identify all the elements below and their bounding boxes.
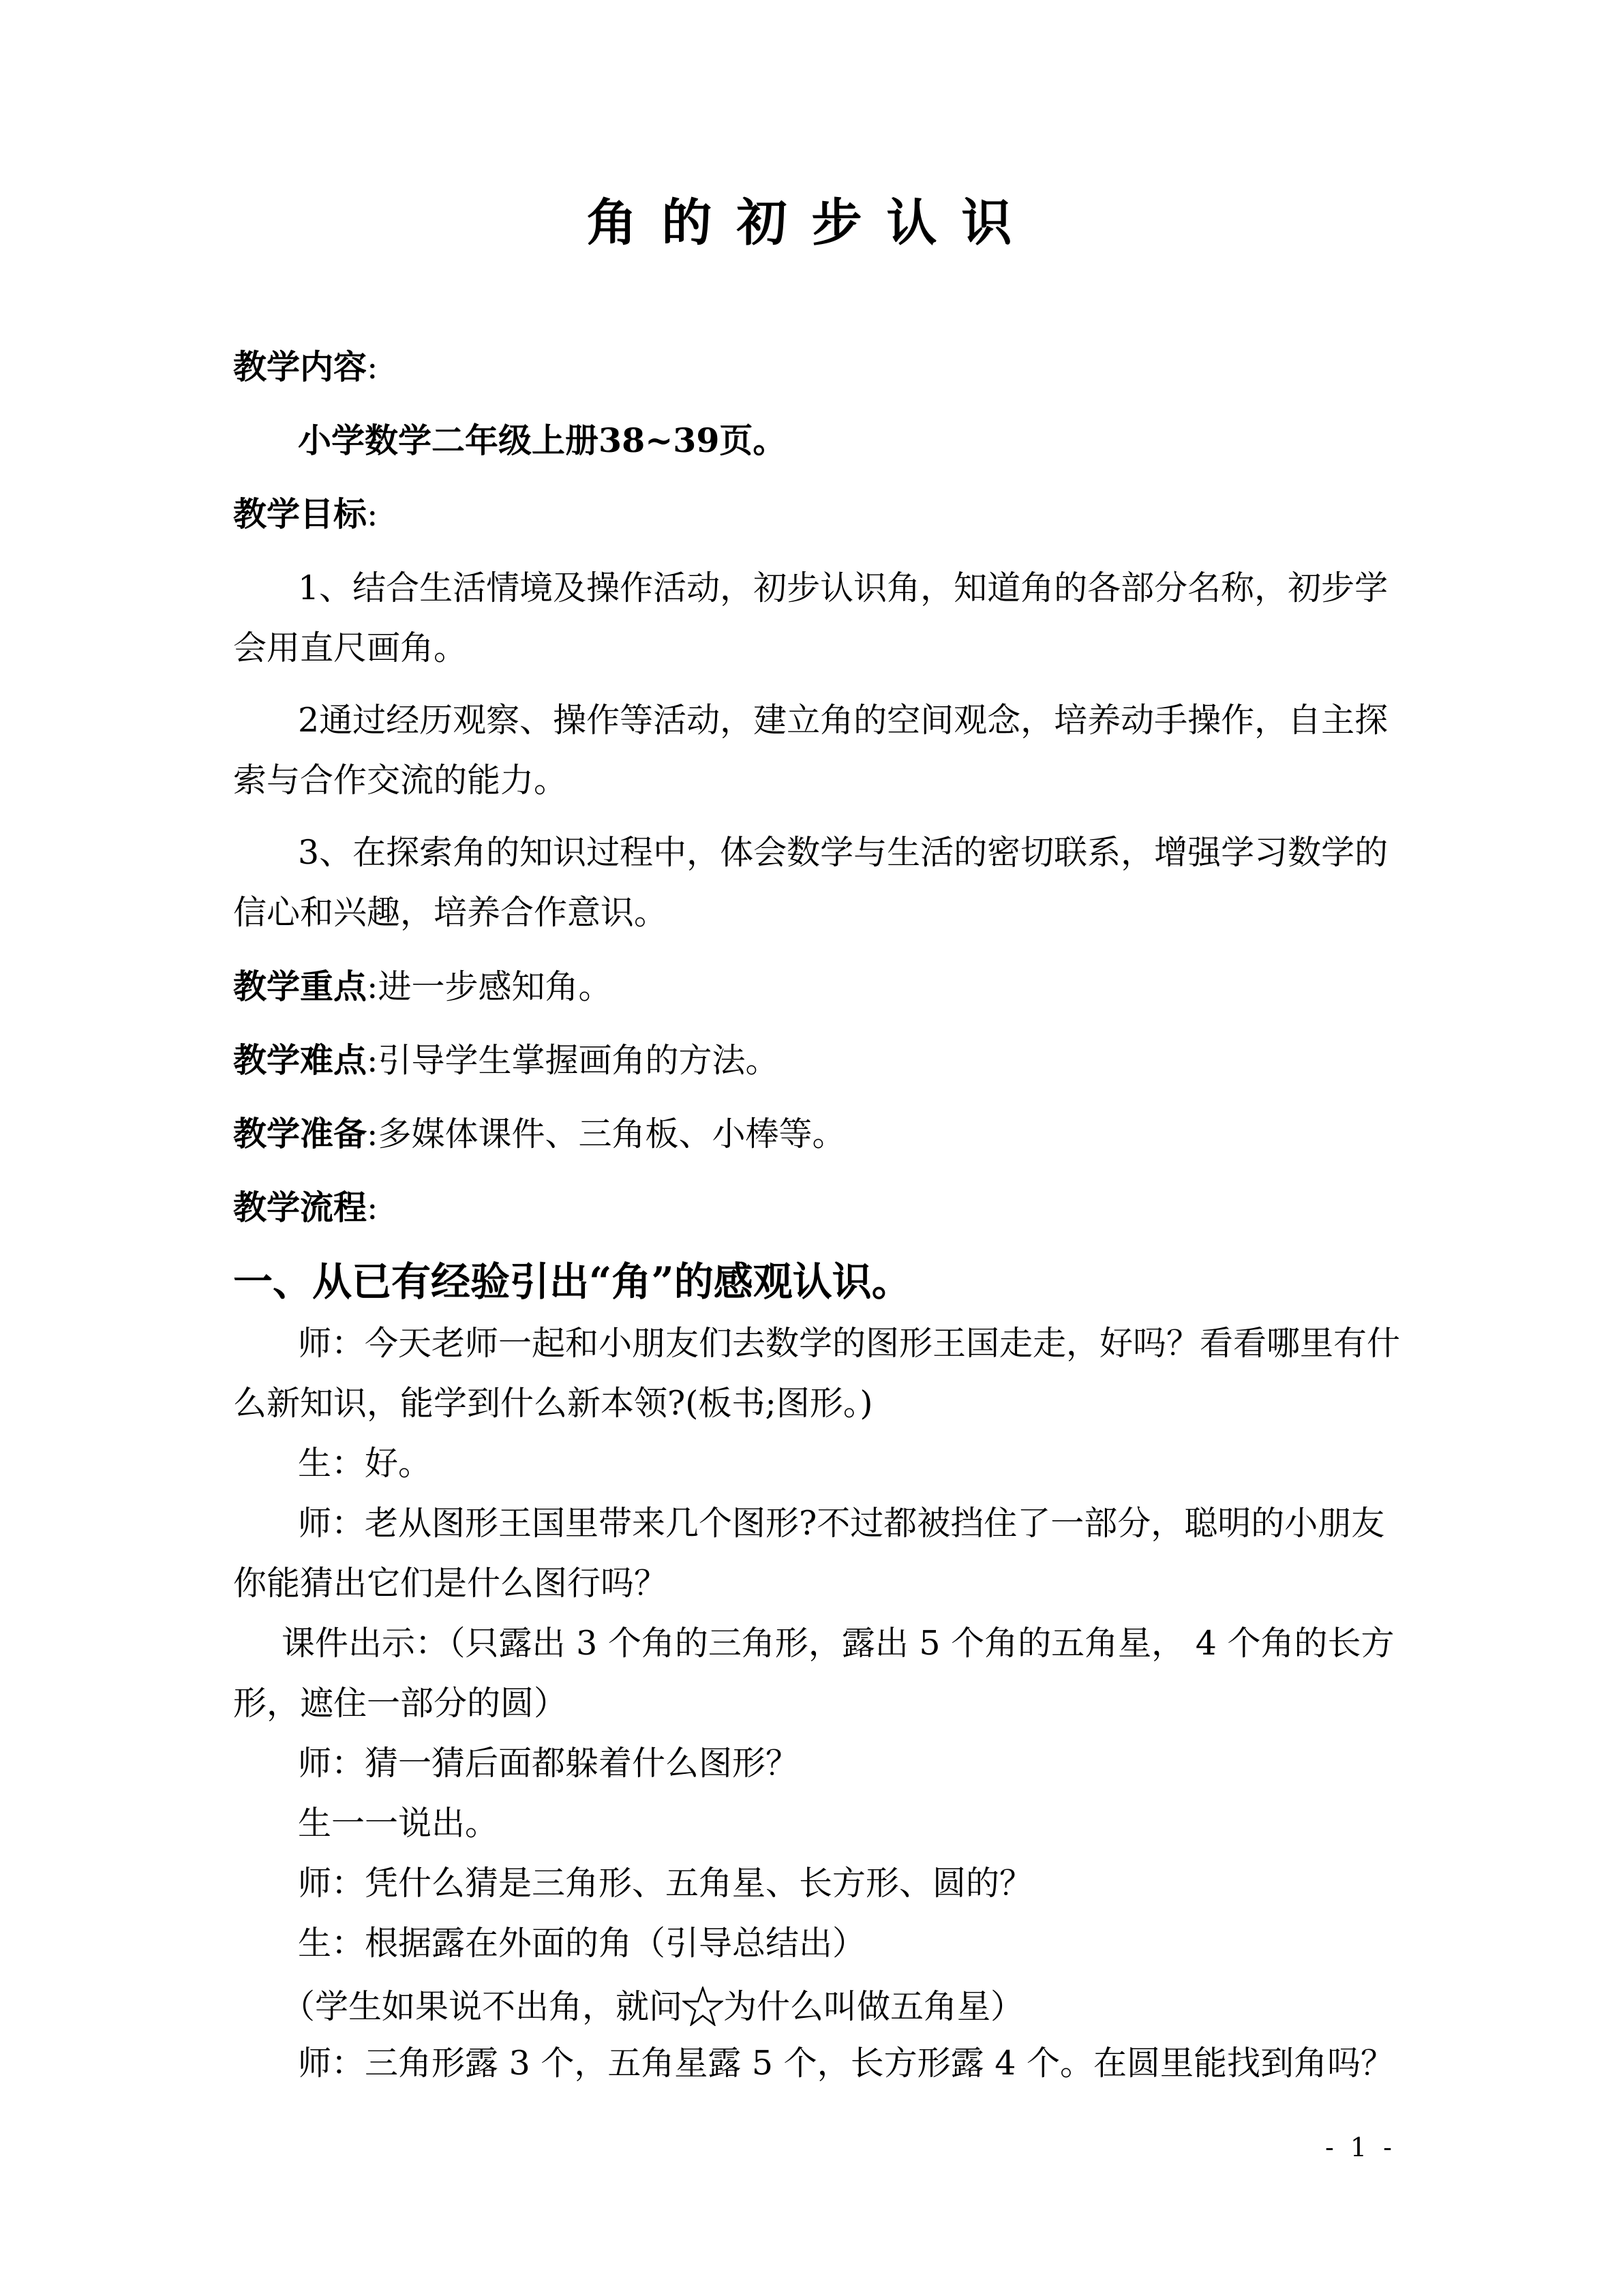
paragraph-9-before: （学生如果说不出角，就问	[282, 1987, 683, 2026]
paragraph-9-after: 为什么叫做五角星）	[723, 1987, 1025, 2026]
goal-3-line-2: 信心和兴趣，培养合作意识。	[233, 893, 668, 932]
paragraph-1-line-1: 师：今天老师一起和小朋友们去数学的图形王国走走，好吗？看看哪里有什	[298, 1324, 1401, 1363]
paragraph-4-line-1: 课件出示：（只露出 3 个角的三角形，露出 5 个角的五角星， 4 个角的长方	[282, 1624, 1395, 1663]
difficulty-text: :引导学生掌握画角的方法。	[367, 1041, 779, 1080]
page-number: - 1 -	[1325, 2132, 1397, 2162]
goal-3-line-1: 3、在探索角的知识过程中，体会数学与生活的密切联系，增强学习数学的	[298, 833, 1389, 872]
goals-colon: :	[367, 495, 378, 534]
goal-1-line-2: 会用直尺画角。	[233, 629, 468, 667]
section-1-heading: 一、从已有经验引出“角”的感观认识。	[233, 1258, 911, 1305]
goal-2-line-1: 2通过经历观察、操作等活动，建立角的空间观念，培养动手操作，自主探	[298, 701, 1389, 740]
paragraph-3-line-1: 师：老从图形王国里带来几个图形?不过都被挡住了一部分，聪明的小朋友	[298, 1504, 1385, 1543]
preparation	[233, 1114, 846, 1153]
paragraph-8: 生：根据露在外面的角（引导总结出）	[298, 1924, 866, 1963]
flow-colon: :	[367, 1188, 378, 1227]
star-icon	[682, 1987, 723, 2026]
content-colon: :	[367, 348, 378, 387]
content-heading	[233, 347, 378, 387]
difficulty-label: 教学难点	[233, 1040, 367, 1080]
preparation-label: 教学准备	[233, 1114, 367, 1153]
content-label: 教学内容	[233, 347, 367, 387]
paragraph-9	[282, 1987, 1024, 2026]
goal-1-line-1: 1、结合生活情境及操作活动，初步认识角，知道角的各部分名称，初步学	[298, 569, 1389, 607]
goal-2-line-2: 索与合作交流的能力。	[233, 761, 568, 800]
paragraph-1-line-2: 么新知识，能学到什么新本领?(板书;图形。)	[233, 1384, 873, 1423]
paragraph-6: 生一一说出。	[298, 1804, 499, 1843]
paragraph-10: 师：三角形露 3 个，五角星露 5 个，长方形露 4 个。在圆里能找到角吗？	[298, 2044, 1394, 2083]
paragraph-4-line-2: 形，遮住一部分的圆）	[233, 1684, 568, 1723]
flow-label: 教学流程	[233, 1188, 367, 1227]
difficulty-point	[233, 1040, 779, 1080]
page-title: 角的初步认识	[586, 194, 1037, 252]
content-text: 小学数学二年级上册38~39页。	[298, 421, 787, 460]
key-label: 教学重点	[233, 967, 367, 1006]
key-point	[233, 967, 612, 1006]
paragraph-2: 生：好。	[298, 1444, 432, 1483]
paragraph-3-line-2: 你能猜出它们是什么图行吗？	[233, 1564, 668, 1603]
paragraph-7: 师：凭什么猜是三角形、五角星、长方形、圆的？	[298, 1864, 1033, 1903]
goals-label: 教学目标	[233, 494, 367, 534]
flow-heading	[233, 1188, 378, 1227]
key-text: :进一步感知角。	[367, 967, 612, 1006]
paragraph-5: 师：猜一猜后面都躲着什么图形？	[298, 1744, 800, 1783]
preparation-text: :多媒体课件、三角板、小棒等。	[367, 1115, 846, 1153]
goals-heading	[233, 494, 378, 534]
